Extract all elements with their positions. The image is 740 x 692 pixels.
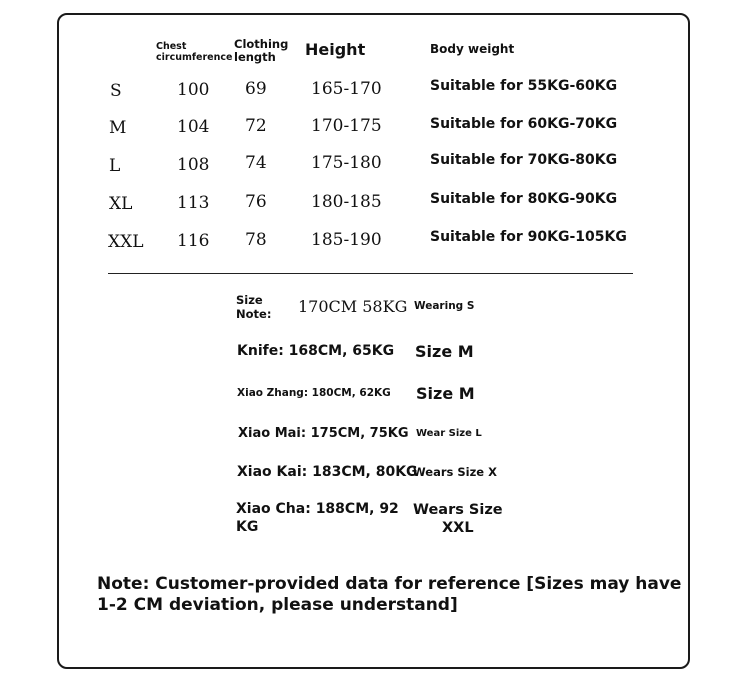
row-weight: Suitable for 55KG-60KG	[430, 78, 618, 94]
row-weight: Suitable for 60KG-70KG	[430, 116, 618, 132]
note-size-label	[236, 293, 271, 321]
row-height: 180-185	[311, 192, 382, 212]
row-height: 185-190	[311, 230, 382, 250]
row-weight: Suitable for 80KG-90KG	[430, 191, 618, 207]
header-length-line2: length	[234, 50, 276, 64]
note-xiao-kai-wears: Wears Size X	[413, 465, 497, 479]
note-size-label-line2: Note:	[236, 307, 272, 321]
note-xiao-cha-wears	[413, 501, 503, 537]
row-length: 69	[245, 79, 267, 99]
note-size-wears: Wearing S	[414, 300, 475, 312]
row-length: 72	[245, 116, 267, 136]
note-xiao-mai-wears: Wear Size L	[416, 428, 482, 439]
row-size: S	[110, 81, 122, 101]
note-xiao-cha	[236, 500, 399, 536]
divider-line	[108, 273, 633, 274]
note-xiao-cha-line2: KG	[236, 519, 259, 535]
row-weight: Suitable for 90KG-105KG	[430, 229, 627, 245]
note-xiao-cha-wears-line2: XXL	[442, 520, 474, 536]
note-xiao-cha-line1: Xiao Cha: 188CM, 92	[236, 501, 399, 517]
note-size-measure: 170CM 58KG	[298, 297, 408, 316]
note-xiao-cha-wears-line1: Wears Size	[413, 502, 503, 518]
header-body-weight: Body weight	[430, 42, 515, 56]
footnote: Note: Customer-provided data for reference [Sizes may have 1-2 CM deviation, please understand]	[97, 574, 682, 615]
note-size-label-line1: Size	[236, 293, 263, 307]
row-chest: 100	[177, 80, 210, 100]
note-xiao-kai: Xiao Kai: 183CM, 80KG	[237, 464, 418, 480]
row-length: 78	[245, 230, 267, 250]
note-xiao-zhang-wears: Size M	[416, 384, 475, 403]
row-height: 170-175	[311, 116, 382, 136]
row-chest: 116	[177, 231, 210, 251]
row-height: 175-180	[311, 153, 382, 173]
row-weight: Suitable for 70KG-80KG	[430, 152, 618, 168]
header-clothing-length	[234, 38, 288, 64]
row-size: XXL	[108, 232, 144, 252]
row-chest: 113	[177, 193, 210, 213]
note-xiao-zhang: Xiao Zhang: 180CM, 62KG	[237, 387, 391, 399]
header-height: Height	[305, 40, 366, 59]
row-size: XL	[109, 194, 133, 214]
header-chest-line2: circumference	[156, 52, 233, 63]
row-length: 76	[245, 192, 267, 212]
header-chest-line1: Chest	[156, 41, 187, 52]
note-xiao-mai: Xiao Mai: 175CM, 75KG	[238, 426, 409, 441]
row-height: 165-170	[311, 79, 382, 99]
row-chest: 104	[177, 117, 210, 137]
header-length-line1: Clothing	[234, 37, 289, 51]
note-knife-wears: Size M	[415, 342, 474, 361]
row-length: 74	[245, 153, 267, 173]
note-knife: Knife: 168CM, 65KG	[237, 343, 395, 359]
row-chest: 108	[177, 155, 210, 175]
row-size: M	[109, 118, 127, 138]
size-chart-card	[57, 13, 690, 669]
row-size: L	[109, 156, 121, 176]
header-chest	[156, 41, 232, 63]
